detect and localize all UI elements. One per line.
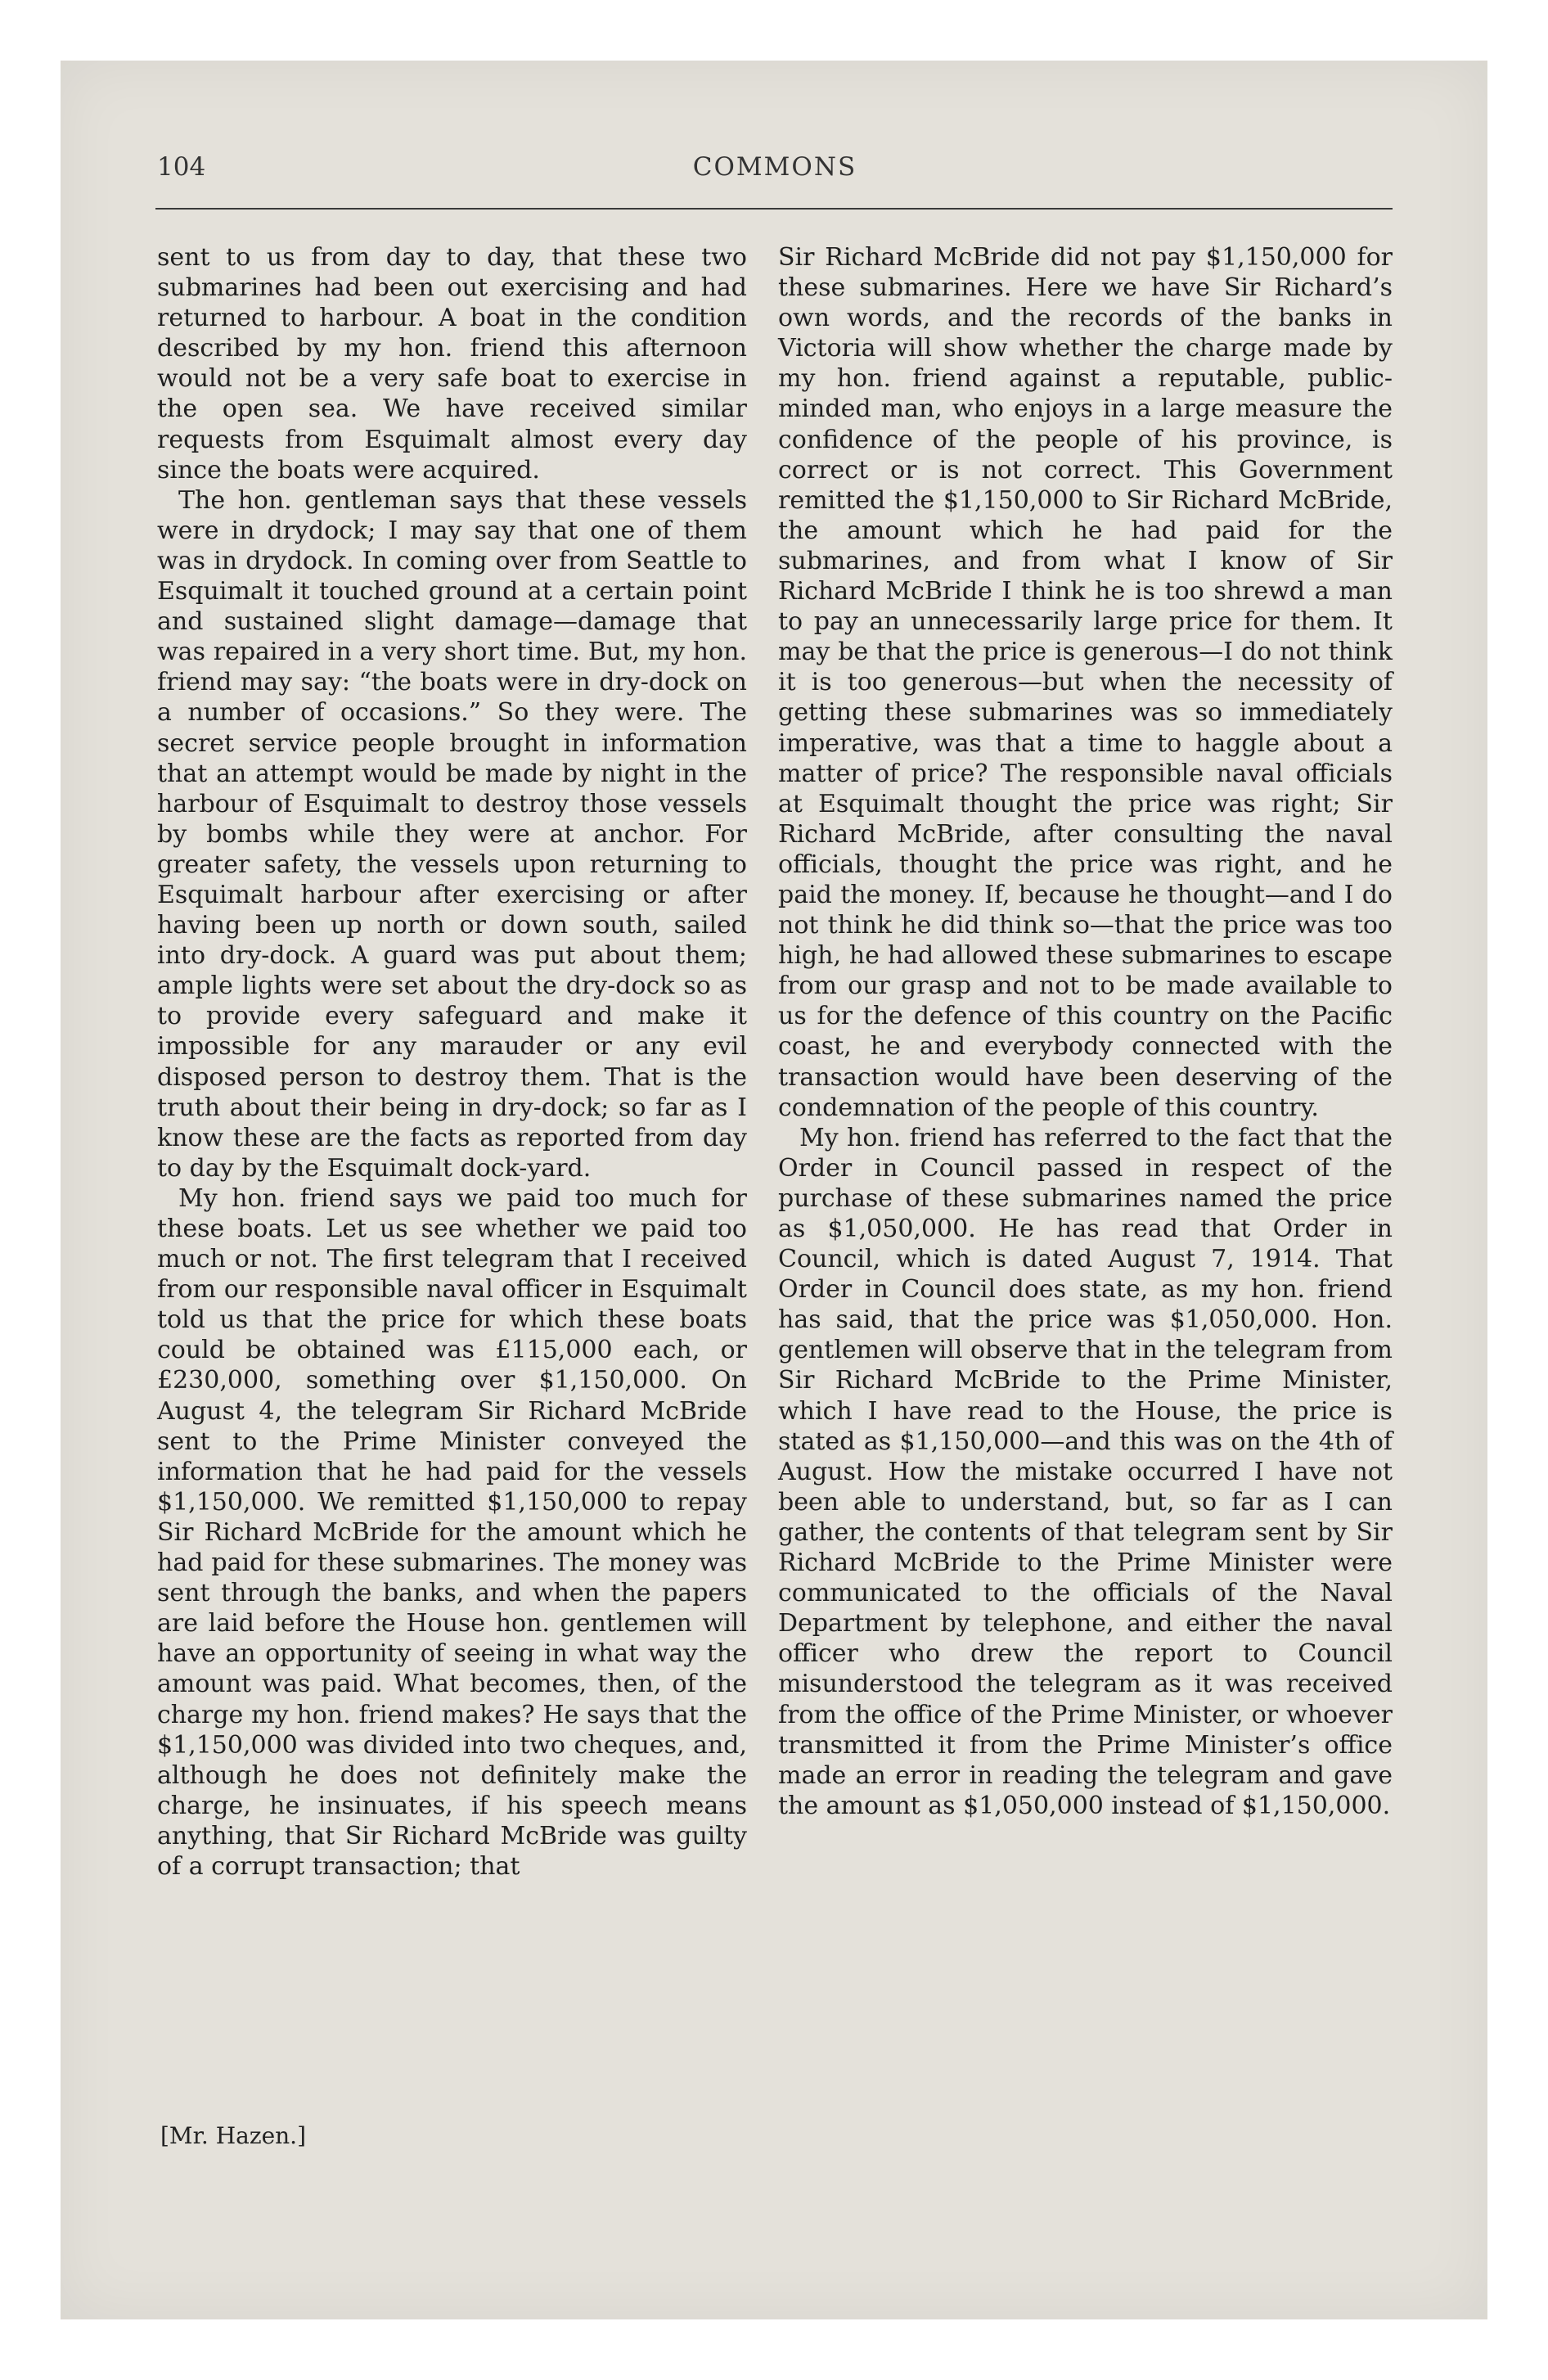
page-header [157,152,1393,188]
running-head: COMMONS [692,152,857,182]
left-column [157,242,747,1882]
paragraph: Sir Richard McBride did not pay $1,150,000 for these submarines. Here we have Sir Richard’s own words, and the records of the banks in Victoria will show whether the charge made by my hon. friend against a reputable, public-minded man, who enjoys in a large measure the confidence of the people of his province, is correct or is not correct. This Government remitted the $1,150,000 to Sir Richard McBride, the amount which he had paid for the submarines, and from what I know of Sir Richard McBride I think he is too shrewd a man to pay an unnecessarily large price for them. It may be that the price is generous—I do not think it is too generous—but when the necessity of getting these submarines was so immediately imperative, was that a time to haggle about a matter of price? The responsible naval officials at Esquimalt thought the price was right; Sir Richard McBride, after consulting the naval officials, thought the price was right, and he paid the money. If, because he thought—and I do not think he did think so—that the price was too high, he had allowed these submarines to escape from our grasp and not to be made available to us for the defence of this country on the Pacific coast, he and everybody connected with the transaction would have been deserving of the condemnation of the people of this country. [778,243,1393,1122]
paragraph: My hon. friend says we paid too much for these boats. Let us see whether we paid too much or not. The first telegram that I received from our responsible naval officer in Esquimalt told us that the price for which these boats could be obtained was £115,000 each, or £230,000, something over $1,150,000. On August 4, the telegram Sir Richard McBride sent to the Prime Minister conveyed the information that he had paid for the vessels $1,150,000. We remitted $1,150,000 to repay Sir Richard McBride for the amount which he had paid for these submarines. The money was sent through the banks, and when the papers are laid before the House hon. gentlemen will have an opportunity of seeing in what way the amount was paid. What becomes, then, of the charge my hon. friend makes? He says that the $1,150,000 was divided into two cheques, and, although he does not definitely make the charge, he insinuates, if his speech means anything, that Sir Richard McBride was guilty of a corrupt transaction; that [157,1183,747,1881]
paragraph: My hon. friend has referred to the fact that the Order in Council passed in respect of the purchase of these submarines named the price as $1,050,000. He has read that Order in Council, which is dated August 7, 1914. That Order in Council does state, as my hon. friend has said, that the price was $1,050,000. Hon. gentlemen will observe that in the telegram from Sir Richard McBride to the Prime Minister, which I have read to the House, the price is stated as $1,150,000—and this was on the 4th of August. How the mistake occurred I have not been able to understand, but, so far as I can gather, the contents of that telegram sent by Sir Richard McBride to the Prime Minister were communicated to the officials of the Naval Department by telephone, and either the naval officer who drew the report to Council misunderstood the telegram as it was received from the office of the Prime Minister, or whoever transmitted it from the Prime Minister’s office made an error in reading the telegram and gave the amount as $1,050,000 instead of $1,150,000. [778,1123,1393,1820]
paragraph: The hon. gentleman says that these vessels were in drydock; I may say that one of them was in drydock. In coming over from Seattle to Esquimalt it touched ground at a certain point and sustained slight damage—damage that was repaired in a very short time. But, my hon. friend may say: “the boats were in dry-dock on a number of occasions.” So they were. The secret service people brought in information that an attempt would be made by night in the harbour of Esquimalt to destroy those vessels by bombs while they were at anchor. For greater safety, the vessels upon returning to Esquimalt harbour after exercising or after having been up north or down south, sailed into dry-dock. A guard was put about them; ample lights were set about the dry-dock so as to provide every safeguard and make it impossible for any marauder or any evil disposed person to destroy them. That is the truth about their being in dry-dock; so far as I know these are the facts as reported from day to day by the Esquimalt dock-yard. [157,485,747,1183]
paragraph: sent to us from day to day, that these two submarines had been out exercising and had returned to harbour. A boat in the condition described by my hon. friend this afternoon would not be a very safe boat to exercise in the open sea. We have received similar requests from Esquimalt almost every day since the boats were acquired. [157,243,747,485]
header-rule [155,208,1393,210]
speaker-attribution: [Mr. Hazen.] [160,2122,306,2149]
right-column [778,242,1393,1821]
page-number: 104 [157,152,206,182]
